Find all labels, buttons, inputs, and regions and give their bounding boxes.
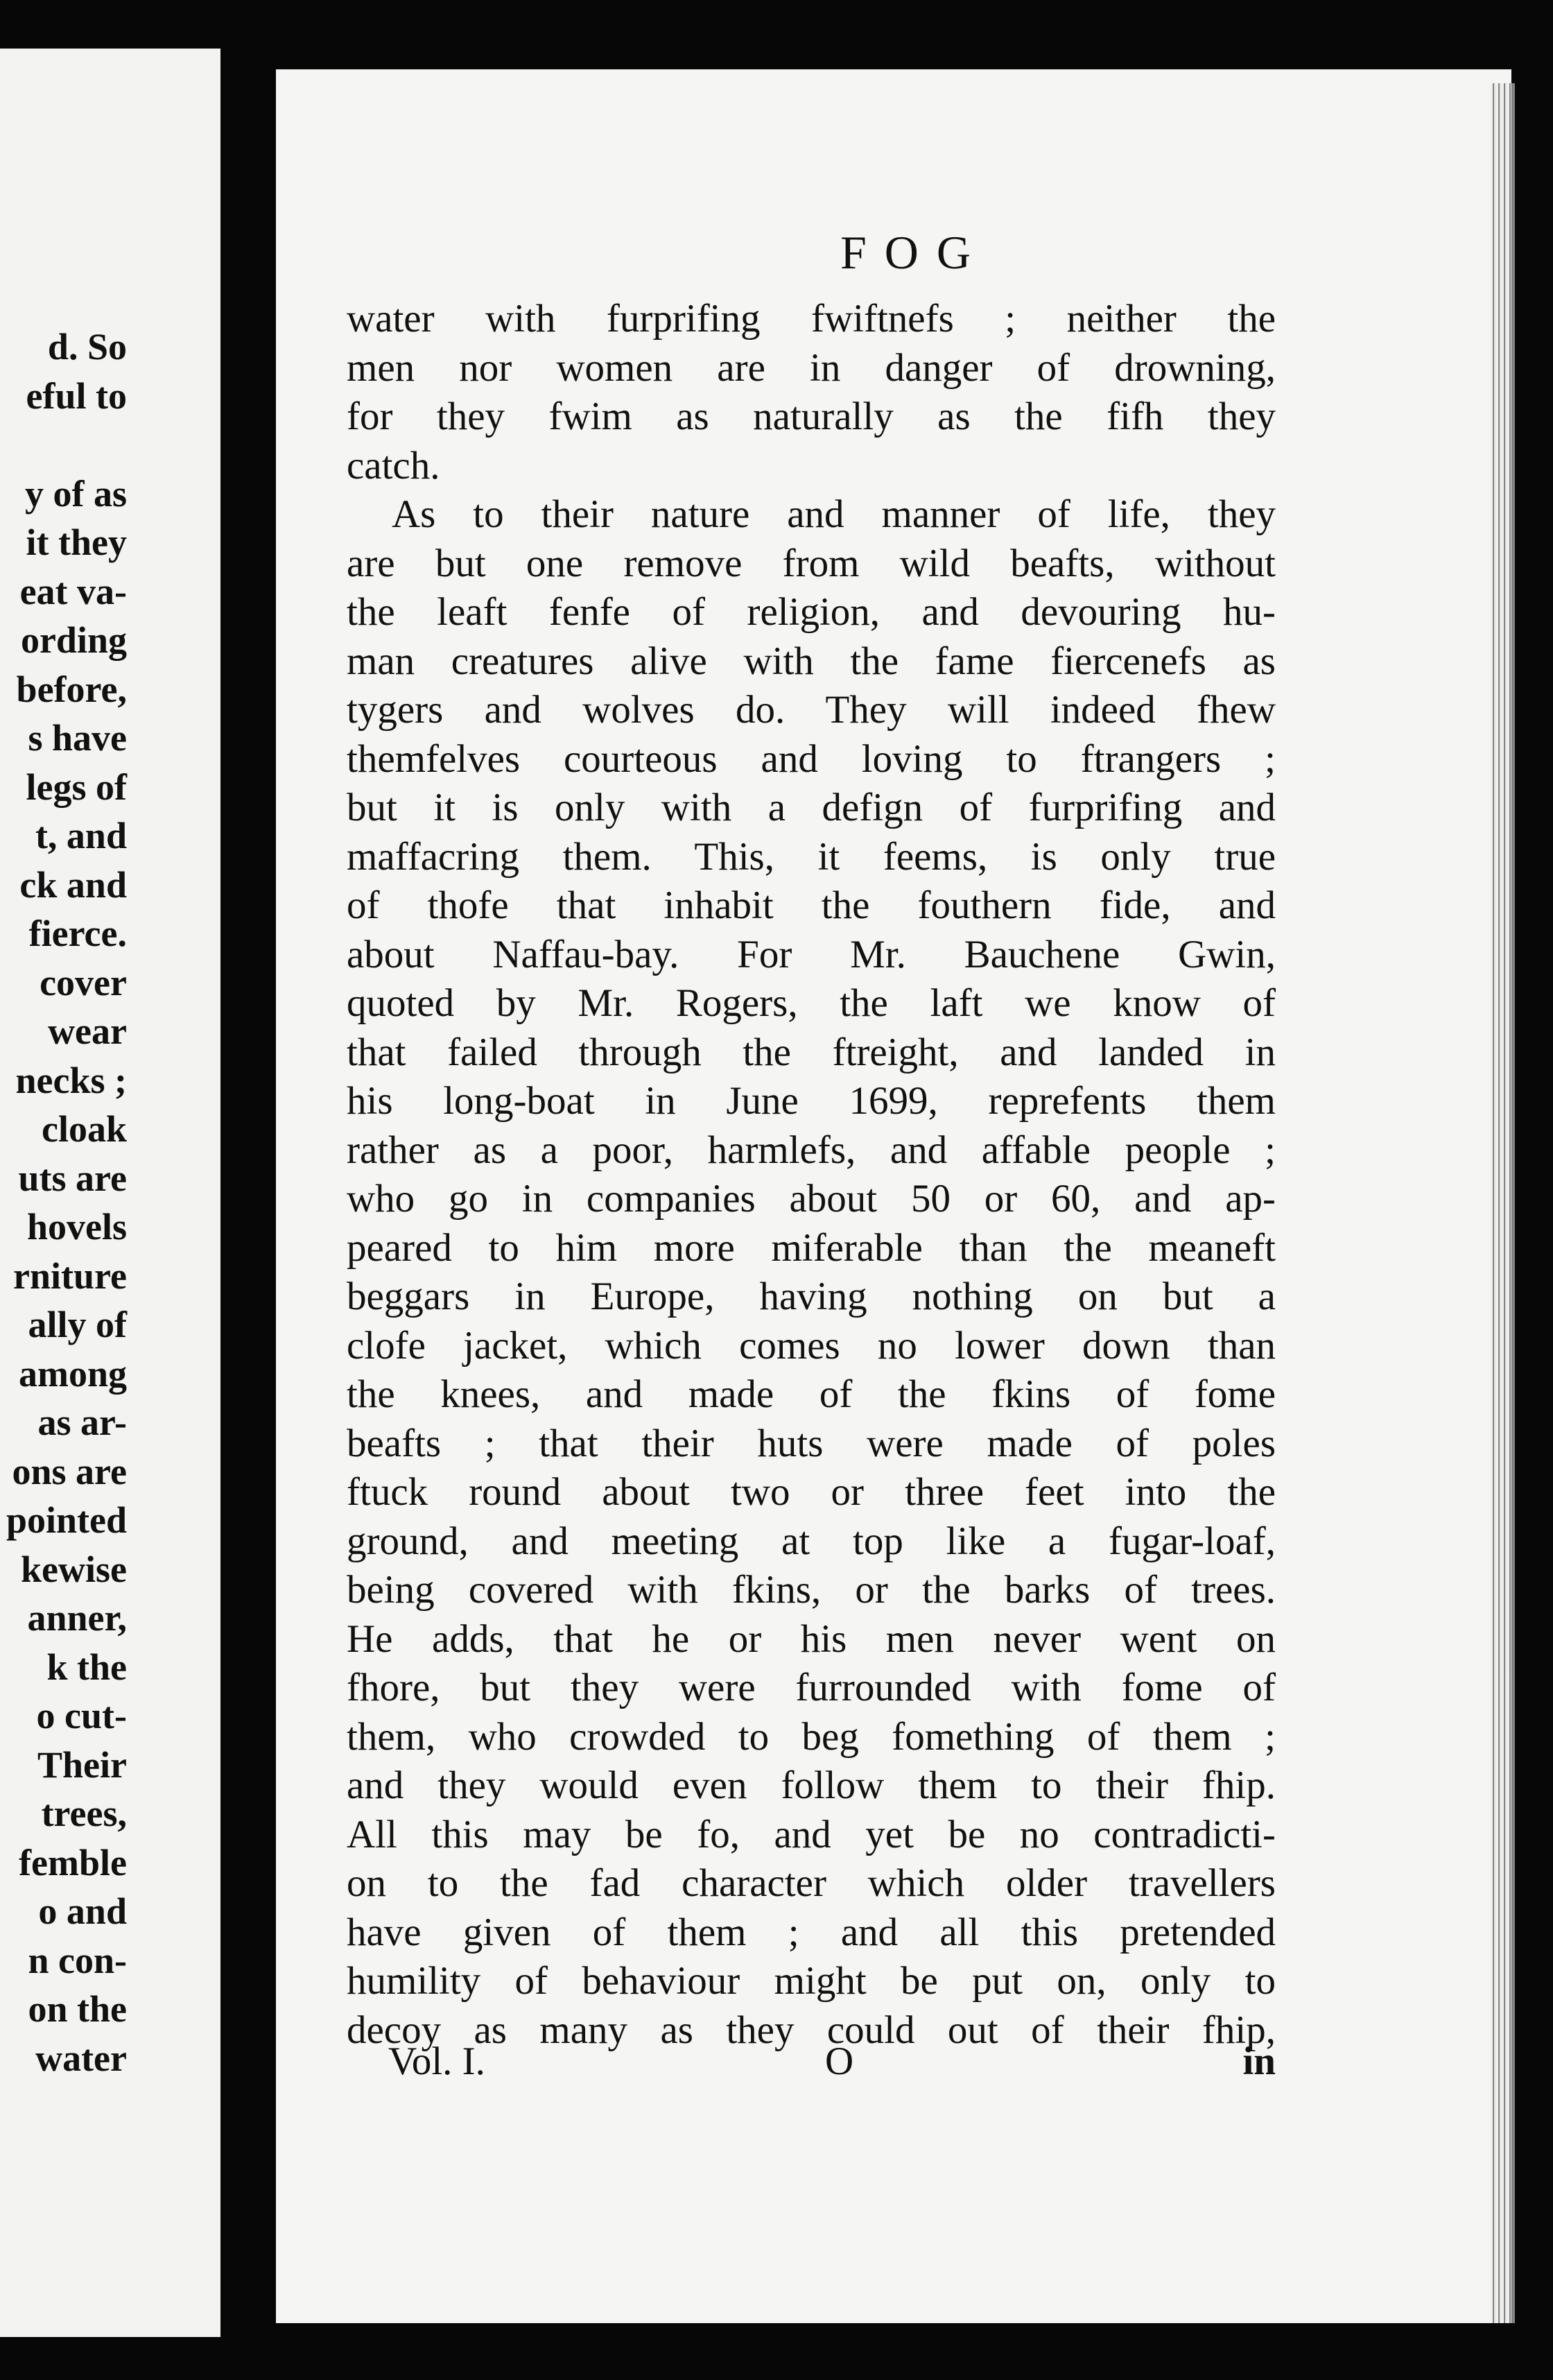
text-line: beggars in Europe, having nothing on but a	[347, 1275, 1276, 1318]
left-line: it they	[26, 521, 127, 563]
text-line: who go in companies about 50 or 60, and ap-	[347, 1177, 1276, 1221]
left-line: before,	[16, 668, 127, 710]
text-line: quoted by Mr. Rogers, the laft we know of	[347, 981, 1276, 1025]
text-line: catch.	[347, 443, 440, 488]
signature-mark: O	[825, 2040, 854, 2083]
text-line: the leaft fenfe of religion, and devouring hu-	[347, 590, 1276, 634]
text-line: He adds, that he or his men never went on	[347, 1616, 1276, 1661]
text-line: for they fwim as naturally as the fifh they	[347, 395, 1276, 438]
left-line: on the	[28, 1988, 127, 2030]
page-body-text	[347, 295, 1276, 2055]
text-line: his long-boat in June 1699, reprefents them	[347, 1079, 1276, 1123]
text-line: fhore, but they were furrounded with fome of	[347, 1666, 1276, 1709]
left-line: ording	[20, 619, 127, 661]
text-line: have given of them ; and all this pretended	[347, 1910, 1276, 1954]
text-line: humility of behaviour might be put on, only to	[347, 1959, 1276, 2003]
text-line: ground, and meeting at top like a fugar-loaf,	[347, 1519, 1276, 1563]
left-line: eful to	[26, 374, 127, 417]
left-line	[0, 420, 220, 469]
left-line: hovels	[26, 1206, 127, 1248]
left-line: ally of	[28, 1304, 127, 1345]
text-line: are but one remove from wild beafts, without	[347, 541, 1276, 585]
left-line: legs of	[26, 766, 127, 808]
text-line: man creatures alive with the fame fiercenefs as	[347, 639, 1276, 683]
text-line: water with furprifing fwiftnefs ; neither the	[347, 297, 1276, 340]
left-line: o and	[38, 1890, 127, 1932]
left-line: cover	[40, 961, 127, 1003]
left-page-fragment	[0, 49, 220, 2337]
left-line: y of as	[25, 472, 127, 515]
left-line: water	[35, 2037, 127, 2079]
left-line: o cut-	[36, 1695, 127, 1736]
text-line: maffacring them. This, it feems, is only true	[347, 834, 1276, 879]
left-page-text	[0, 322, 220, 2082]
text-line: tygers and wolves do. They will indeed fhew	[347, 688, 1276, 732]
text-line: men nor women are in danger of drowning,	[347, 345, 1276, 390]
text-line: but it is only with a defign of furprifing and	[347, 786, 1276, 829]
text-line: of thofe that inhabit the fouthern fide, and	[347, 883, 1276, 927]
left-line: ck and	[19, 863, 127, 906]
left-line: k the	[46, 1646, 127, 1688]
left-line: fierce.	[28, 913, 127, 954]
text-line: beafts ; that their huts were made of poles	[347, 1421, 1276, 1465]
text-line: ftuck round about two or three feet into the	[347, 1470, 1276, 1514]
text-line: All this may be fo, and yet be no contradicti-	[347, 1812, 1276, 1856]
left-line: femble	[19, 1841, 127, 1883]
left-line: trees,	[41, 1793, 127, 1834]
running-header: FOG	[840, 226, 989, 279]
left-line: kewise	[21, 1548, 127, 1590]
left-line: n con-	[28, 1939, 127, 1981]
page-edge	[1491, 83, 1515, 2323]
left-line: rniture	[13, 1254, 127, 1297]
text-line: As to their nature and manner of life, they	[392, 492, 1276, 536]
left-line: cloak	[41, 1108, 127, 1150]
left-line: necks ;	[15, 1059, 127, 1101]
left-line: d. So	[47, 326, 127, 368]
left-line: as ar-	[37, 1402, 127, 1443]
left-line: t, and	[35, 815, 127, 856]
page-footer	[388, 2039, 1276, 2094]
catchword: in	[1242, 2040, 1276, 2083]
left-line: anner,	[27, 1597, 127, 1639]
left-line: wear	[48, 1010, 127, 1052]
text-line: peared to him more miferable than the meaneft	[347, 1225, 1276, 1270]
text-line: that failed through the ftreight, and landed in	[347, 1030, 1276, 1074]
left-line: s have	[28, 717, 127, 759]
text-line: decoy as many as they could out of their fhip,	[347, 2008, 1276, 2052]
left-line: among	[18, 1352, 127, 1395]
text-line: on to the fad character which older travellers	[347, 1861, 1276, 1905]
text-line: about Naffau-bay. For Mr. Bauchene Gwin,	[347, 932, 1276, 976]
volume-label: Vol. I.	[388, 2040, 485, 2083]
text-line: the knees, and made of the fkins of fome	[347, 1372, 1276, 1416]
text-line: clofe jacket, which comes no lower down than	[347, 1323, 1276, 1368]
left-line: uts are	[18, 1157, 127, 1199]
left-line: pointed	[6, 1499, 127, 1541]
left-line: Their	[37, 1743, 127, 1786]
text-line: themfelves courteous and loving to ftrangers ;	[347, 736, 1276, 781]
text-line: being covered with fkins, or the barks of trees.	[347, 1568, 1276, 1612]
left-line: eat va-	[19, 570, 127, 612]
text-line: and they would even follow them to their fhip.	[347, 1764, 1276, 1807]
text-line: rather as a poor, harmlefs, and affable people ;	[347, 1128, 1276, 1172]
left-line: ons are	[12, 1450, 127, 1492]
text-line: them, who crowded to beg fomething of them ;	[347, 1714, 1276, 1759]
